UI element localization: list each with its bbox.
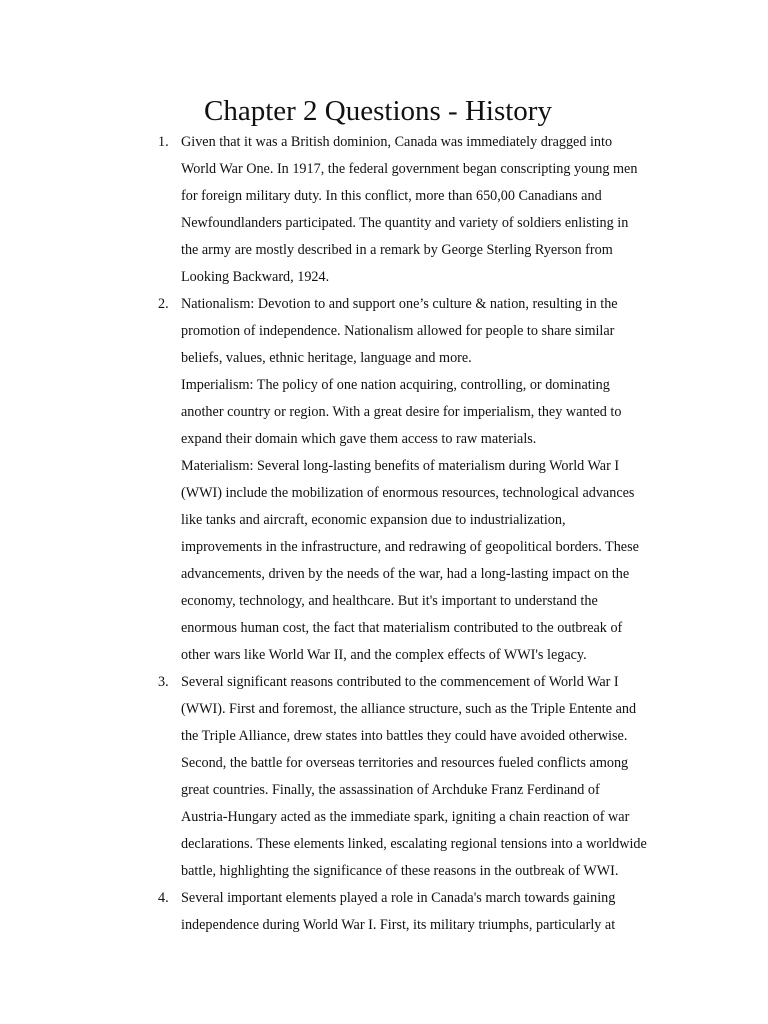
text-line: (WWI). First and foremost, the alliance structure, such as the Triple Entente and	[181, 701, 637, 717]
answer-paragraph	[181, 129, 691, 291]
text-line: Looking Backward, 1924.	[181, 269, 330, 285]
text-line: another country or region. With a great desire for imperialism, they wanted to	[181, 404, 622, 420]
page-title: Chapter 2 Questions - History	[204, 95, 552, 127]
text-line: battle, highlighting the significance of these reasons in the outbreak of WWI.	[181, 863, 619, 879]
question-item	[0, 885, 768, 939]
text-line: for foreign military duty. In this conflict, more than 650,00 Canadians and	[181, 188, 602, 204]
text-line: Several significant reasons contributed to the commencement of World War I	[181, 674, 619, 690]
question-body	[181, 291, 691, 669]
question-number: 4.	[158, 890, 169, 906]
text-line: World War One. In 1917, the federal government began conscripting young men	[181, 161, 638, 177]
question-item	[0, 129, 768, 291]
text-line: Second, the battle for overseas territories and resources fueled conflicts among	[181, 755, 629, 771]
question-body	[181, 885, 691, 939]
text-line: other wars like World War II, and the complex effects of WWI's legacy.	[181, 647, 587, 663]
question-number: 2.	[158, 296, 169, 312]
text-line: declarations. These elements linked, escalating regional tensions into a worldwide	[181, 836, 647, 852]
question-body	[181, 129, 691, 291]
text-line: like tanks and aircraft, economic expansion due to industrialization,	[181, 512, 566, 528]
text-line: Given that it was a British dominion, Canada was immediately dragged into	[181, 134, 613, 150]
text-line: enormous human cost, the fact that materialism contributed to the outbreak of	[181, 620, 623, 636]
question-list	[0, 129, 768, 939]
text-line: Several important elements played a role in Canada's march towards gaining	[181, 890, 616, 906]
text-line: Newfoundlanders participated. The quantity and variety of soldiers enlisting in	[181, 215, 629, 231]
question-number: 1.	[158, 134, 169, 150]
text-line: (WWI) include the mobilization of enormous resources, technological advances	[181, 485, 635, 501]
text-line: the Triple Alliance, drew states into battles they could have avoided otherwise.	[181, 728, 628, 744]
answer-paragraph	[181, 372, 691, 453]
text-line: independence during World War I. First, its military triumphs, particularly at	[181, 917, 616, 933]
answer-paragraph	[181, 453, 691, 669]
text-line: Imperialism: The policy of one nation acquiring, controlling, or dominating	[181, 377, 610, 393]
question-item	[0, 291, 768, 669]
text-line: expand their domain which gave them access to raw materials.	[181, 431, 537, 447]
text-line: economy, technology, and healthcare. But it's important to understand the	[181, 593, 598, 609]
text-line: Nationalism: Devotion to and support one’s culture & nation, resulting in the	[181, 296, 618, 312]
text-line: promotion of independence. Nationalism allowed for people to share similar	[181, 323, 615, 339]
answer-paragraph	[181, 669, 691, 885]
text-line: beliefs, values, ethnic heritage, language and more.	[181, 350, 472, 366]
text-line: improvements in the infrastructure, and redrawing of geopolitical borders. These	[181, 539, 639, 555]
question-item	[0, 669, 768, 885]
text-line: great countries. Finally, the assassination of Archduke Franz Ferdinand of	[181, 782, 600, 798]
text-line: Materialism: Several long-lasting benefits of materialism during World War I	[181, 458, 620, 474]
text-line: advancements, driven by the needs of the war, had a long-lasting impact on the	[181, 566, 630, 582]
text-line: Austria-Hungary acted as the immediate spark, igniting a chain reaction of war	[181, 809, 630, 825]
text-line: the army are mostly described in a remark by George Sterling Ryerson from	[181, 242, 613, 258]
question-body	[181, 669, 691, 885]
question-number: 3.	[158, 674, 169, 690]
answer-paragraph	[181, 885, 691, 939]
answer-paragraph	[181, 291, 691, 372]
